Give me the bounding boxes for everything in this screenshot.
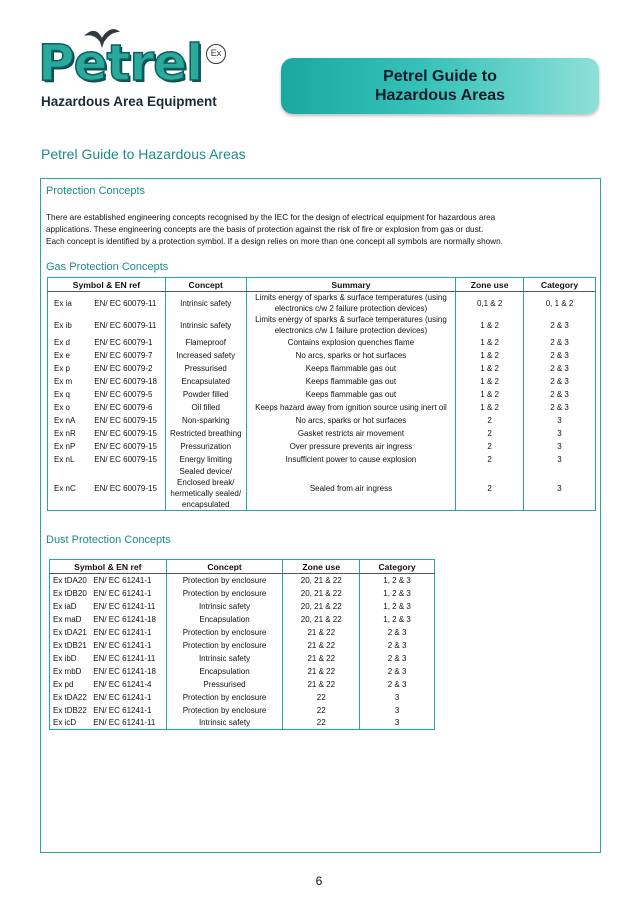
symbol-text: Ex iaD bbox=[53, 601, 77, 611]
concept-cell: Intrinsic safety bbox=[165, 292, 246, 315]
logo-wordmark: Petrel bbox=[38, 34, 203, 92]
cat-cell: 3 bbox=[524, 440, 596, 453]
column-header: Concept bbox=[165, 278, 246, 292]
symbol-text: Ex nP bbox=[54, 442, 76, 451]
table-row bbox=[48, 349, 596, 362]
en-ref-text: EN/ EC 60079-1 bbox=[94, 338, 153, 347]
zone-cell: 20, 21 & 22 bbox=[283, 600, 360, 613]
symbol-ref-cell bbox=[48, 466, 166, 511]
concept-cell: Non-sparking bbox=[165, 414, 246, 427]
summary-cell: Over pressure prevents air ingress bbox=[246, 440, 456, 453]
cat-cell: 2 & 3 bbox=[524, 349, 596, 362]
table-row bbox=[50, 639, 435, 652]
symbol-ref-cell bbox=[50, 587, 167, 600]
table-row bbox=[48, 292, 596, 315]
table-row bbox=[48, 414, 596, 427]
table-row bbox=[50, 717, 435, 730]
concept-cell: Restricted breathing bbox=[165, 427, 246, 440]
en-ref-text: EN/ EC 60079-2 bbox=[94, 364, 153, 373]
symbol-text: Ex nR bbox=[54, 429, 76, 438]
cat-cell: 2 & 3 bbox=[360, 665, 435, 678]
concept-cell: Intrinsic safety bbox=[166, 717, 283, 730]
symbol-ref-cell bbox=[48, 375, 166, 388]
symbol-ref-cell bbox=[50, 600, 167, 613]
cat-cell: 2 & 3 bbox=[524, 388, 596, 401]
zone-cell: 21 & 22 bbox=[283, 626, 360, 639]
table-row bbox=[50, 574, 435, 587]
column-header: Category bbox=[360, 560, 435, 574]
dust-concepts-title: Dust Protection Concepts bbox=[46, 534, 171, 546]
concept-cell: Pressurised bbox=[166, 678, 283, 691]
zone-cell: 22 bbox=[283, 717, 360, 730]
page-number: 6 bbox=[315, 874, 323, 888]
symbol-ref-cell bbox=[48, 314, 166, 336]
symbol-text: Ex tDB22 bbox=[53, 705, 87, 715]
symbol-ref-cell bbox=[48, 401, 166, 414]
ex-badge-icon: Ex bbox=[206, 44, 226, 64]
symbol-text: Ex tDB21 bbox=[53, 640, 87, 650]
concept-cell: Intrinsic safety bbox=[166, 652, 283, 665]
zone-cell: 0,1 & 2 bbox=[456, 292, 524, 315]
symbol-text: Ex q bbox=[54, 390, 71, 399]
column-header: Zone use bbox=[283, 560, 360, 574]
page-title: Petrel Guide to Hazardous Areas bbox=[41, 146, 246, 162]
concept-cell: Pressurised bbox=[165, 362, 246, 375]
symbol-text: Ex nC bbox=[54, 483, 76, 493]
symbol-text: Ex pd bbox=[53, 679, 74, 689]
concept-cell: Oil filled bbox=[165, 401, 246, 414]
table-row bbox=[50, 691, 435, 704]
zone-cell: 1 & 2 bbox=[456, 401, 524, 414]
en-ref-text: EN/ EC 60079-6 bbox=[94, 403, 153, 412]
cat-cell: 1, 2 & 3 bbox=[360, 613, 435, 626]
table-row bbox=[48, 314, 596, 336]
cat-cell: 0, 1 & 2 bbox=[524, 292, 596, 315]
summary-cell: Keeps flammable gas out bbox=[246, 375, 456, 388]
summary-cell: Keeps flammable gas out bbox=[246, 362, 456, 375]
zone-cell: 1 & 2 bbox=[456, 336, 524, 349]
cat-cell: 2 & 3 bbox=[360, 626, 435, 639]
symbol-ref-cell bbox=[50, 626, 167, 639]
symbol-text: Ex maD bbox=[53, 614, 82, 624]
table-row bbox=[50, 665, 435, 678]
zone-cell: 1 & 2 bbox=[456, 314, 524, 336]
en-ref-text: EN/ EC 60079-7 bbox=[94, 351, 153, 360]
cat-cell: 2 & 3 bbox=[524, 362, 596, 375]
cat-cell: 3 bbox=[524, 414, 596, 427]
symbol-ref-cell bbox=[50, 691, 167, 704]
cat-cell: 3 bbox=[360, 717, 435, 730]
table-row bbox=[48, 375, 596, 388]
zone-cell: 1 & 2 bbox=[456, 362, 524, 375]
zone-cell: 1 & 2 bbox=[456, 375, 524, 388]
zone-cell: 1 & 2 bbox=[456, 349, 524, 362]
table-row bbox=[50, 678, 435, 691]
symbol-ref-cell bbox=[48, 349, 166, 362]
summary-cell: Contains explosion quenches flame bbox=[246, 336, 456, 349]
concept-cell: Energy limiting bbox=[165, 453, 246, 466]
column-header: Concept bbox=[166, 560, 283, 574]
concept-cell: Flameproof bbox=[165, 336, 246, 349]
symbol-text: Ex d bbox=[54, 338, 71, 347]
en-ref-text: EN/ EC 61241-11 bbox=[93, 718, 156, 728]
cat-cell: 2 & 3 bbox=[524, 401, 596, 414]
concept-cell: Protection by enclosure bbox=[166, 704, 283, 717]
en-ref-text: EN/ EC 60079-11 bbox=[94, 298, 157, 308]
symbol-text: Ex ib bbox=[54, 320, 72, 330]
symbol-ref-cell bbox=[48, 388, 166, 401]
zone-cell: 2 bbox=[456, 427, 524, 440]
protection-concepts-title: Protection Concepts bbox=[46, 185, 146, 197]
cat-cell: 1, 2 & 3 bbox=[360, 574, 435, 587]
table-row bbox=[50, 587, 435, 600]
intro-line: Each concept is identified by a protection symbol. If a design relies on more than one concept all symbols are normally shown. bbox=[46, 237, 503, 246]
column-header: Summary bbox=[246, 278, 456, 292]
concept-cell: Protection by enclosure bbox=[166, 587, 283, 600]
concept-cell: Sealed device/ Enclosed break/ hermetically sealed/ encapsulated bbox=[165, 466, 246, 511]
banner-line-1: Petrel Guide to bbox=[383, 68, 497, 85]
column-header: Symbol & EN ref bbox=[48, 278, 166, 292]
symbol-text: Ex ibD bbox=[53, 653, 77, 663]
concept-cell: Encapsulation bbox=[166, 613, 283, 626]
cat-cell: 3 bbox=[524, 427, 596, 440]
table-row bbox=[50, 600, 435, 613]
zone-cell: 21 & 22 bbox=[283, 678, 360, 691]
summary-cell: Insufficient power to cause explosion bbox=[246, 453, 456, 466]
table-row bbox=[50, 704, 435, 717]
column-header: Zone use bbox=[456, 278, 524, 292]
cat-cell: 3 bbox=[524, 453, 596, 466]
symbol-ref-cell bbox=[50, 639, 167, 652]
table-row bbox=[48, 362, 596, 375]
zone-cell: 2 bbox=[456, 453, 524, 466]
en-ref-text: EN/ EC 61241-11 bbox=[93, 653, 156, 663]
summary-cell: Sealed from air ingress bbox=[246, 466, 456, 511]
symbol-ref-cell bbox=[50, 704, 167, 717]
concept-cell: Encapsulated bbox=[165, 375, 246, 388]
column-header: Symbol & EN ref bbox=[50, 560, 167, 574]
symbol-ref-cell bbox=[48, 414, 166, 427]
table-row bbox=[50, 626, 435, 639]
concept-cell: Intrinsic safety bbox=[166, 600, 283, 613]
concept-cell: Increased safety bbox=[165, 349, 246, 362]
symbol-ref-cell bbox=[50, 665, 167, 678]
symbol-text: Ex icD bbox=[53, 718, 77, 728]
cat-cell: 3 bbox=[360, 704, 435, 717]
table-row bbox=[48, 401, 596, 414]
summary-cell: Gasket restricts air movement bbox=[246, 427, 456, 440]
cat-cell: 3 bbox=[360, 691, 435, 704]
zone-cell: 1 & 2 bbox=[456, 388, 524, 401]
guide-banner bbox=[281, 58, 599, 114]
dust-protection-table bbox=[49, 559, 435, 730]
concept-cell: Protection by enclosure bbox=[166, 639, 283, 652]
symbol-ref-cell bbox=[50, 678, 167, 691]
symbol-ref-cell bbox=[48, 453, 166, 466]
en-ref-text: EN/ EC 60079-15 bbox=[94, 429, 157, 438]
concept-cell: Pressurization bbox=[165, 440, 246, 453]
symbol-ref-cell bbox=[50, 717, 167, 730]
zone-cell: 22 bbox=[283, 704, 360, 717]
symbol-ref-cell bbox=[50, 652, 167, 665]
concept-cell: Protection by enclosure bbox=[166, 691, 283, 704]
en-ref-text: EN/ EC 61241-1 bbox=[93, 627, 152, 637]
symbol-text: Ex ia bbox=[54, 298, 72, 308]
symbol-ref-cell bbox=[48, 427, 166, 440]
content-panel bbox=[40, 178, 601, 853]
zone-cell: 2 bbox=[456, 414, 524, 427]
cat-cell: 2 & 3 bbox=[524, 314, 596, 336]
zone-cell: 2 bbox=[456, 466, 524, 511]
table-row bbox=[48, 440, 596, 453]
en-ref-text: EN/ EC 61241-1 bbox=[93, 692, 152, 702]
gas-concepts-title: Gas Protection Concepts bbox=[46, 261, 169, 273]
zone-cell: 20, 21 & 22 bbox=[283, 587, 360, 600]
symbol-text: Ex tDA20 bbox=[53, 575, 87, 585]
concept-cell: Powder filled bbox=[165, 388, 246, 401]
table-row bbox=[48, 336, 596, 349]
zone-cell: 20, 21 & 22 bbox=[283, 613, 360, 626]
en-ref-text: EN/ EC 61241-1 bbox=[93, 640, 152, 650]
summary-cell: Limits energy of sparks & surface temperatures (using electronics c/w 2 failure protection devices) bbox=[246, 292, 456, 315]
summary-cell: No arcs, sparks or hot surfaces bbox=[246, 414, 456, 427]
table-row bbox=[48, 388, 596, 401]
en-ref-text: EN/ EC 61241-11 bbox=[93, 601, 156, 611]
zone-cell: 21 & 22 bbox=[283, 652, 360, 665]
banner-title bbox=[281, 67, 599, 105]
cat-cell: 1, 2 & 3 bbox=[360, 600, 435, 613]
column-header: Category bbox=[524, 278, 596, 292]
summary-cell: Keeps flammable gas out bbox=[246, 388, 456, 401]
table-row bbox=[50, 652, 435, 665]
en-ref-text: EN/ EC 60079-5 bbox=[94, 390, 153, 399]
gas-protection-table bbox=[47, 277, 596, 511]
logo-subtitle: Hazardous Area Equipment bbox=[41, 94, 217, 109]
symbol-ref-cell bbox=[48, 292, 166, 315]
en-ref-text: EN/ EC 60079-15 bbox=[94, 416, 157, 425]
en-ref-text: EN/ EC 61241-1 bbox=[93, 588, 152, 598]
table-row bbox=[48, 466, 596, 511]
symbol-text: Ex m bbox=[54, 377, 73, 386]
summary-cell: No arcs, sparks or hot surfaces bbox=[246, 349, 456, 362]
banner-line-2: Hazardous Areas bbox=[374, 87, 506, 104]
symbol-text: Ex nL bbox=[54, 455, 75, 464]
en-ref-text: EN/ EC 61241-1 bbox=[93, 705, 152, 715]
symbol-text: Ex e bbox=[54, 351, 71, 360]
petrel-logo bbox=[38, 22, 228, 112]
concept-cell: Protection by enclosure bbox=[166, 626, 283, 639]
en-ref-text: EN/ EC 61241-18 bbox=[93, 614, 156, 624]
summary-cell: Limits energy of sparks & surface temperatures (using electronics c/w 1 failure protection devices) bbox=[246, 314, 456, 336]
zone-cell: 22 bbox=[283, 691, 360, 704]
cat-cell: 1, 2 & 3 bbox=[360, 587, 435, 600]
zone-cell: 20, 21 & 22 bbox=[283, 574, 360, 587]
symbol-text: Ex p bbox=[54, 364, 71, 373]
symbol-text: Ex nA bbox=[54, 416, 76, 425]
cat-cell: 2 & 3 bbox=[360, 652, 435, 665]
symbol-ref-cell bbox=[50, 613, 167, 626]
concept-cell: Protection by enclosure bbox=[166, 574, 283, 587]
symbol-text: Ex o bbox=[54, 403, 71, 412]
en-ref-text: EN/ EC 60079-11 bbox=[94, 320, 157, 330]
zone-cell: 21 & 22 bbox=[283, 639, 360, 652]
en-ref-text: EN/ EC 60079-15 bbox=[94, 442, 157, 451]
intro-line: There are established engineering concepts recognised by the IEC for the design of electrical equipment for hazardous area bbox=[46, 213, 496, 222]
en-ref-text: EN/ EC 60079-15 bbox=[94, 455, 157, 464]
cat-cell: 2 & 3 bbox=[524, 336, 596, 349]
intro-paragraph bbox=[46, 212, 596, 248]
en-ref-text: EN/ EC 61241-1 bbox=[93, 575, 152, 585]
cat-cell: 2 & 3 bbox=[360, 639, 435, 652]
symbol-text: Ex mbD bbox=[53, 666, 82, 676]
table-header-row bbox=[48, 278, 596, 292]
symbol-text: Ex tDA22 bbox=[53, 692, 87, 702]
symbol-text: Ex tDB20 bbox=[53, 588, 87, 598]
en-ref-text: EN/ EC 61241-18 bbox=[93, 666, 156, 676]
en-ref-text: EN/ EC 61241-4 bbox=[93, 679, 152, 689]
table-row bbox=[48, 453, 596, 466]
table-row bbox=[48, 427, 596, 440]
intro-line: applications. These engineering concepts are the basis of protection against the risk of fire or explosion from gas or dust. bbox=[46, 225, 484, 234]
symbol-ref-cell bbox=[48, 440, 166, 453]
en-ref-text: EN/ EC 60079-18 bbox=[94, 377, 157, 386]
concept-cell: Encapsulation bbox=[166, 665, 283, 678]
symbol-text: Ex tDA21 bbox=[53, 627, 87, 637]
zone-cell: 21 & 22 bbox=[283, 665, 360, 678]
symbol-ref-cell bbox=[48, 336, 166, 349]
en-ref-text: EN/ EC 60079-15 bbox=[94, 483, 157, 493]
table-row bbox=[50, 613, 435, 626]
symbol-ref-cell bbox=[48, 362, 166, 375]
table-header-row bbox=[50, 560, 435, 574]
cat-cell: 2 & 3 bbox=[360, 678, 435, 691]
concept-cell: Intrinsic safety bbox=[165, 314, 246, 336]
symbol-ref-cell bbox=[50, 574, 167, 587]
zone-cell: 2 bbox=[456, 440, 524, 453]
summary-cell: Keeps hazard away from ignition source using inert oil bbox=[246, 401, 456, 414]
cat-cell: 3 bbox=[524, 466, 596, 511]
cat-cell: 2 & 3 bbox=[524, 375, 596, 388]
